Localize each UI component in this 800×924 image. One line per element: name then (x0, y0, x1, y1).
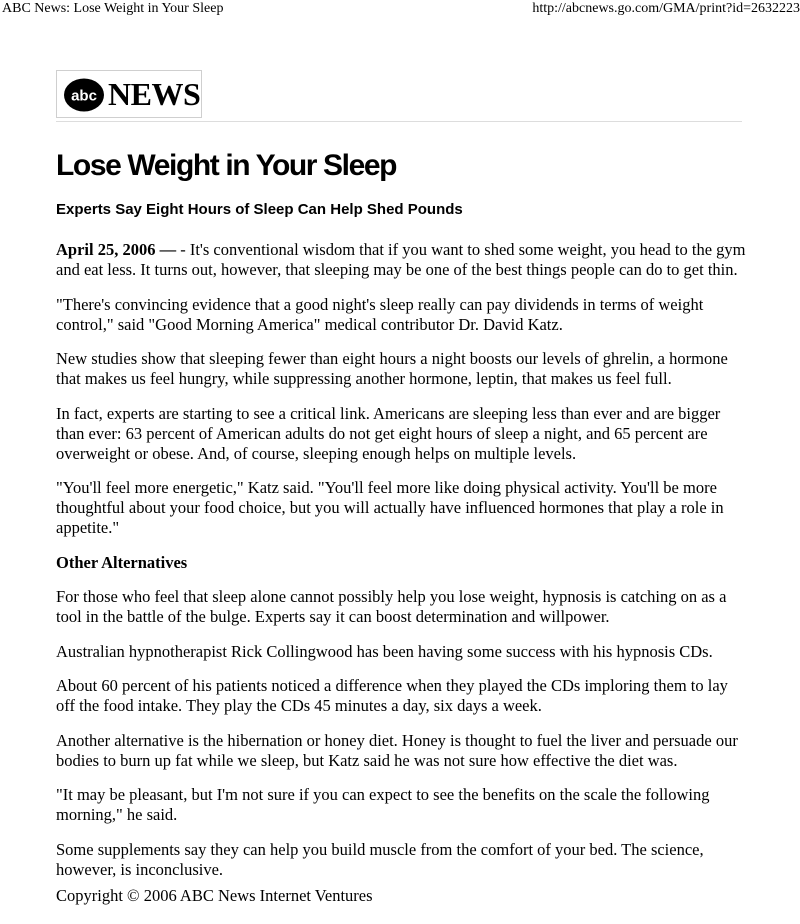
lead-paragraph (56, 240, 746, 280)
print-page-url: http://abcnews.go.com/GMA/print?id=2632223 (532, 1, 800, 16)
dateline: April 25, 2006 — (56, 240, 177, 259)
paragraph: "It may be pleasant, but I'm not sure if you can expect to see the benefits on the scale the following morning," he said. (56, 785, 710, 824)
paragraph: Some supplements say they can help you build muscle from the comfort of your bed. The science, however, is inconclusive. (56, 839, 704, 879)
print-header (0, 0, 800, 18)
copyright-notice: Copyright © 2006 ABC News Internet Ventures (56, 886, 373, 905)
paragraph: About 60 percent of his patients noticed a difference when they played the CDs imploring them to lay off the food intake. They play the CDs 45 minutes a day, six days a week. (56, 676, 728, 715)
abc-circle-text: abc (71, 87, 97, 105)
news-wordmark: NEWS (108, 76, 201, 112)
paragraph: New studies show that sleeping fewer than eight hours a night boosts our levels of ghrelin, a hormone that makes us feel hungry, while suppressing another hormone, leptin, that makes us feel full. (56, 349, 728, 388)
abc-circle-logo (63, 78, 105, 112)
section-heading: Other Alternatives (56, 552, 188, 572)
paragraph: "You'll feel more energetic," Katz said. "You'll feel more like doing physical activity. You'll be more thoughtful about your food choice, but you will actually have influenced hormones that play a role in appetite." (56, 478, 724, 537)
abc-news-logo (56, 70, 202, 118)
paragraph: Another alternative is the hibernation or honey diet. Honey is thought to fuel the liver and persuade our bodies to burn up fat while we sleep, but Katz said he was not sure how effective the diet was. (56, 730, 738, 770)
article-subheadline: Experts Say Eight Hours of Sleep Can Help Shed Pounds (56, 201, 463, 218)
print-page-title: ABC News: Lose Weight in Your Sleep (2, 1, 224, 16)
paragraph: For those who feel that sleep alone cannot possibly help you lose weight, hypnosis is catching on as a tool in the battle of the bulge. Experts say it can boost determination and willpower. (56, 587, 727, 626)
paragraph: "There's convincing evidence that a good night's sleep really can pay dividends in terms of weight control," said "Good Morning America" medical contributor Dr. David Katz. (56, 294, 704, 334)
article-headline: Lose Weight in Your Sleep (56, 149, 397, 182)
paragraph: Australian hypnotherapist Rick Collingwood has been having some success with his hypnosis CDs. (56, 641, 713, 661)
article-body (56, 240, 746, 894)
lead-text: - It's conventional wisdom that if you want to shed some weight, you head to the gym and eat less. It turns out, however, that sleeping may be one of the best things people can do to get thin. (56, 240, 746, 279)
paragraph: In fact, experts are starting to see a critical link. Americans are sleeping less than ever and are bigger than ever: 63 percent of American adults do not get eight hours of sleep a night, and 65 percent are overweight or obese. And, of course, sleeping enough helps on multiple levels. (56, 403, 721, 463)
header-divider (56, 121, 742, 122)
